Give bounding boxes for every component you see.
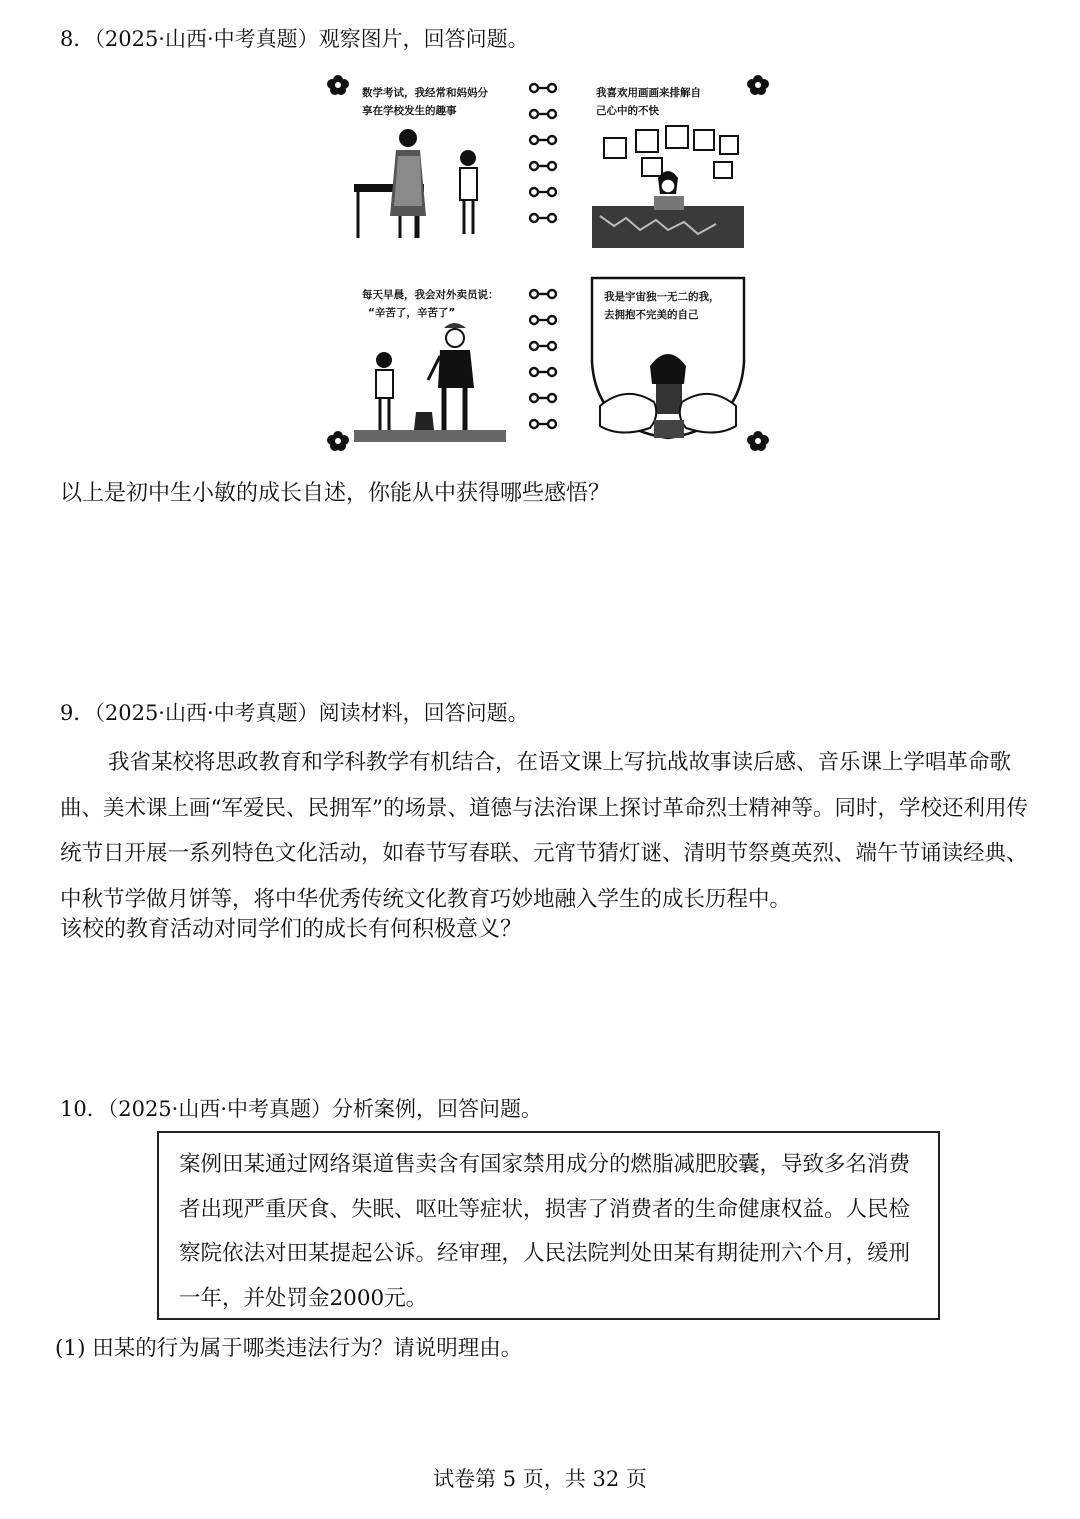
question-9-prompt: 该校的教育活动对同学们的成长有何积极意义？ bbox=[60, 917, 523, 942]
question-8-prompt: 以上是初中生小敏的成长自述，你能从中获得哪些感悟？ bbox=[60, 481, 611, 506]
case-box bbox=[157, 1131, 940, 1320]
case-text: 案例田某通过网络渠道售卖含有国家禁用成分的燃脂减肥胶囊，导致多名消费者出现严重厌食、失眠、呕吐等症状，损害了消费者的生命健康权益。人民检察院依法对田某提起公诉。经审理，人民法院判处田某有期徒刑六个月，缓刑一年，并处罚金2000元。 bbox=[179, 1152, 911, 1311]
question-9-material bbox=[60, 740, 1044, 922]
flower-icon bbox=[327, 431, 349, 451]
question-8-header: 8．（2025·山西·中考真题）观察图片，回答问题。 bbox=[60, 27, 529, 51]
panel-2-caption: 己心中的不快 bbox=[596, 105, 659, 117]
binder-rings-top bbox=[530, 84, 556, 222]
panel-1-caption: 数学考试，我经常和妈妈分 bbox=[362, 87, 488, 99]
panel-1 bbox=[354, 86, 488, 238]
question-9-header: 9．（2025·山西·中考真题）阅读材料，回答问题。 bbox=[60, 701, 529, 725]
binder-rings-bottom bbox=[530, 290, 556, 428]
panel-4-caption: 我是宇宙独一无二的我， bbox=[604, 291, 720, 303]
panel-4-caption: 去拥抱不完美的自己 bbox=[604, 309, 699, 321]
panel-4 bbox=[592, 278, 744, 438]
question-10-header: 10．（2025·山西·中考真题）分析案例，回答问题。 bbox=[60, 1097, 543, 1121]
flower-icon bbox=[327, 75, 349, 95]
comic-figure bbox=[320, 66, 780, 458]
flower-icon bbox=[747, 75, 769, 95]
panel-3 bbox=[354, 288, 506, 442]
panel-2 bbox=[592, 86, 744, 248]
panel-3-caption: “辛苦了，辛苦了” bbox=[368, 307, 456, 319]
panel-2-caption: 我喜欢用画画来排解自 bbox=[596, 87, 701, 99]
page-footer: 试卷第 5 页，共 32 页 bbox=[433, 1467, 647, 1491]
question-9-material-text: 我省某校将思政教育和学科教学有机结合，在语文课上写抗战故事读后感、音乐课上学唱革命歌曲、美术课上画“军爱民、民拥军”的场景、道德与法治课上探讨革命烈士精神等。同时，学校还利用传统节日开展一系列特色文化活动，如春节写春联、元宵节猜灯谜、清明节祭奠英烈、端午节诵读经典、中秋节学做月饼等，将中华优秀传统文化教育巧妙地融入学生的成长历程中。 bbox=[60, 750, 1028, 912]
question-10-subquestion-1: (1) 田某的行为属于哪类违法行为？请说明理由。 bbox=[55, 1336, 523, 1361]
flower-icon bbox=[747, 431, 769, 451]
panel-3-caption: 每天早晨，我会对外卖员说： bbox=[362, 289, 499, 301]
panel-1-caption: 享在学校发生的趣事 bbox=[362, 105, 457, 117]
